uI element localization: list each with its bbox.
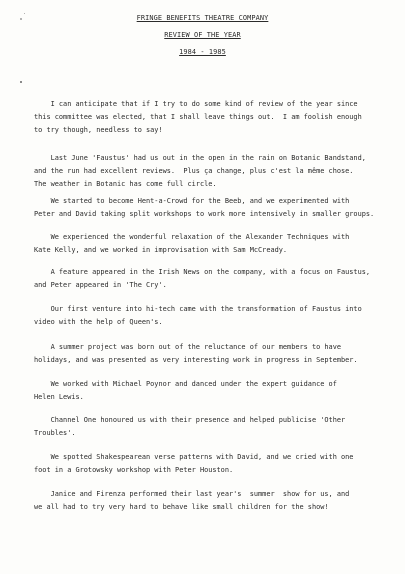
year-range: 1984 - 1985 [179, 48, 226, 56]
paragraph-line: We worked with Michael Poynor and danced under the expert guidance of [34, 380, 337, 388]
paragraph [34, 488, 364, 514]
paragraph [34, 378, 364, 404]
paragraph [34, 414, 364, 440]
paragraph-line: A summer project was born out of the reluctance of our members to have [34, 343, 341, 351]
paragraph [34, 303, 364, 329]
paragraph-line: Peter and David taking split workshops to work more intensively in smaller groups. [34, 209, 375, 218]
document-title: REVIEW OF THE YEAR [164, 31, 241, 39]
paragraph [34, 266, 371, 292]
paragraph [34, 195, 375, 221]
paragraph-line: I can anticipate that if I try to do some kind of review of the year since [34, 100, 358, 108]
paragraph-line: A feature appeared in the Irish News on the company, with a focus on Faustus, [34, 268, 371, 276]
paragraph-line: Last June 'Faustus' had us out in the open in the rain on Botanic Bandstand, [34, 154, 366, 162]
paragraph [34, 341, 364, 367]
paragraph-line: Channel One honoured us with their presence and helped publicise 'Other [34, 416, 346, 424]
paragraph-line: this committee was elected, that I shall leave things out. I am foolish enough [34, 112, 362, 121]
paragraph-line: to try though, needless to say! [34, 125, 163, 134]
paragraph [34, 152, 364, 190]
paragraph-line: The weather in Botanic has come full circle. [34, 179, 217, 188]
paragraph-line: video with the help of Queen's. [34, 317, 163, 326]
paragraph-line: we all had to try very hard to behave like small children for the show! [34, 502, 329, 511]
paragraph-line: We started to become Hent-a-Crowd for the Beeb, and we experimented with [34, 197, 350, 205]
paragraph-line: We experienced the wonderful relaxation of the Alexander Techniques with [34, 233, 350, 241]
paragraph-line: and Peter appeared in 'The Cry'. [34, 280, 167, 289]
paragraph [34, 98, 364, 136]
paragraph-line: Helen Lewis. [34, 392, 84, 401]
paragraph-line: Kate Kelly, and we worked in improvisation with Sam McCready. [34, 245, 288, 254]
paragraph-line: and the run had excellent reviews. Plus ça change, plus c'est la même chose. [34, 166, 354, 175]
paragraph-line: We spotted Shakespearean verse patterns with David, and we cried with one [34, 453, 354, 461]
paper-speck [20, 81, 22, 83]
paragraph [34, 451, 364, 477]
org-heading: FRINGE BENEFITS THEATRE COMPANY [136, 14, 269, 22]
paragraph-line: holidays, and was presented as very interesting work in progress in September. [34, 355, 358, 364]
paragraph-line: Janice and Firenza performed their last year's summer show for us, and [34, 490, 350, 498]
paragraph [34, 231, 364, 257]
paragraph-line: foot in a Grotowsky workshop with Peter Houston. [34, 465, 234, 474]
paragraph-line: Our first venture into hi-tech came with the transformation of Faustus into [34, 305, 362, 313]
paragraph-line: Troubles'. [34, 428, 76, 437]
